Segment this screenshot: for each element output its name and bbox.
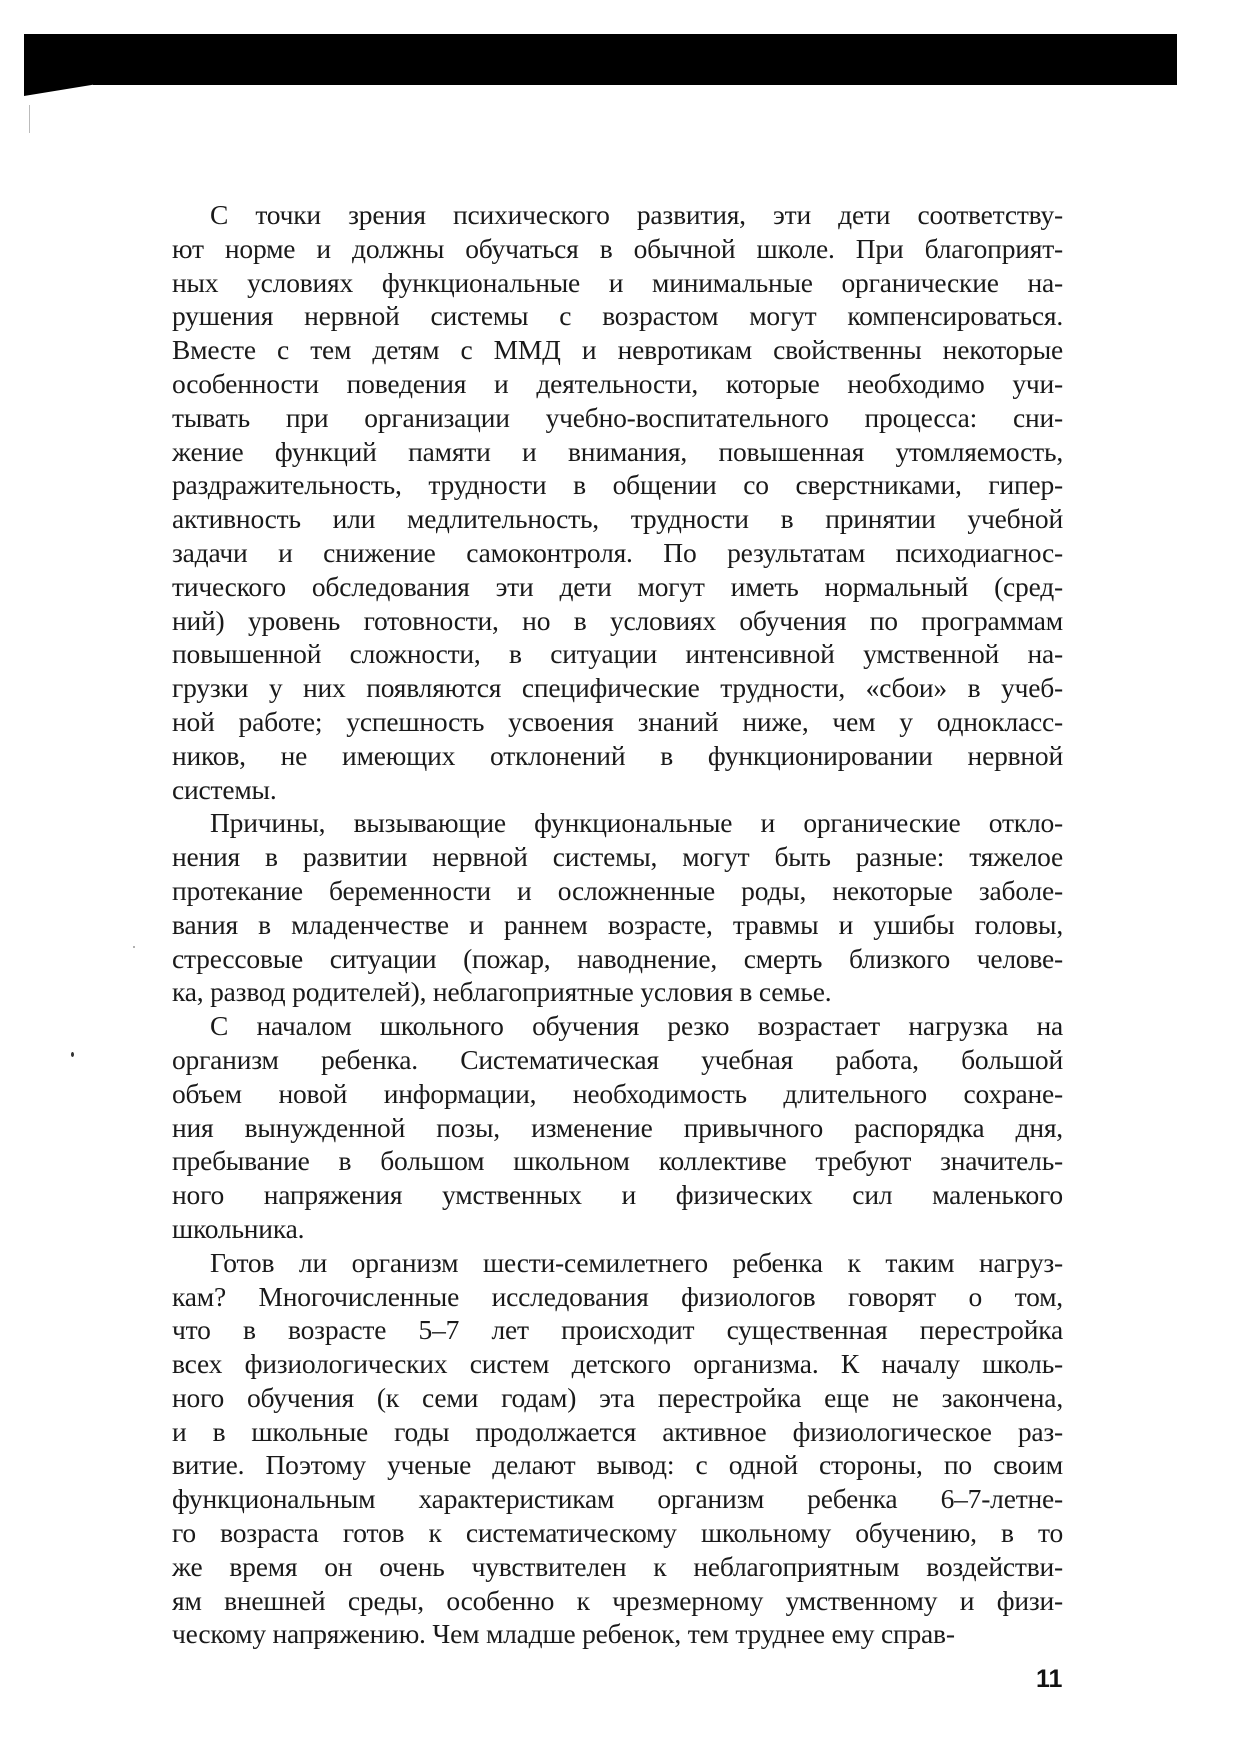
text-line: ют норме и должны обучаться в обычной школе. При благоприят- — [172, 232, 1063, 264]
text-line: школьника. — [172, 1212, 305, 1244]
text-line: всех физиологических систем детского организма. К началу школь- — [172, 1348, 1063, 1380]
text-line: Вместе с тем детям с ММД и невротикам свойственны некоторые — [172, 334, 1063, 366]
text-line: повышенной сложности, в ситуации интенсивной умственной на- — [172, 638, 1063, 670]
redaction-bar-edge — [24, 78, 134, 96]
text-line: С началом школьного обучения резко возрастает нагрузка на — [210, 1010, 1063, 1042]
text-line: организм ребенка. Систематическая учебная работа, большой — [172, 1043, 1063, 1075]
text-line: тывать при организации учебно-воспитательного процесса: сни- — [172, 401, 1063, 433]
text-line: ников, не имеющих отклонений в функционировании нервной — [172, 739, 1063, 771]
text-line: го возраста готов к систематическому школьному обучению, в то — [172, 1517, 1063, 1549]
text-line: ка, развод родителей), неблагоприятные условия в семье. — [172, 976, 832, 1008]
paragraph-4 — [172, 1246, 1063, 1652]
scan-speck — [71, 1052, 74, 1057]
scan-margin-mark — [29, 105, 30, 133]
text-line: ям внешней среды, особенно к чрезмерному умственному и физи- — [172, 1584, 1063, 1616]
paragraph-2 — [172, 806, 1063, 1009]
text-line: вания в младенчестве и раннем возрасте, травмы и ушибы головы, — [172, 908, 1063, 940]
text-line: активность или медлительность, трудности в принятии учебной — [172, 503, 1063, 535]
text-line: С точки зрения психического развития, эти дети соответству- — [210, 199, 1063, 230]
text-line: системы. — [172, 773, 277, 805]
text-line: особенности поведения и деятельности, которые необходимо учи- — [172, 367, 1063, 399]
text-line: витие. Поэтому ученые делают вывод: с одной стороны, по своим — [172, 1449, 1063, 1481]
scan-speck — [133, 946, 135, 948]
text-line: рушения нервной системы с возрастом могут компенсироваться. — [172, 300, 1063, 332]
text-line: ческому напряжению. Чем младше ребенок, тем труднее ему справ- — [172, 1618, 955, 1650]
text-line: протекание беременности и осложненные роды, некоторые заболе- — [172, 874, 1063, 906]
text-line: тического обследования эти дети могут иметь нормальный (сред- — [172, 570, 1063, 602]
text-line: ных условиях функциональные и минимальные органические на- — [172, 266, 1063, 298]
text-line: ной работе; успешность усвоения знаний ниже, чем у однокласс- — [172, 705, 1063, 737]
text-line: функциональным характеристикам организм ребенка 6–7-летне- — [172, 1483, 1063, 1515]
text-line: Готов ли организм шести-семилетнего ребенка к таким нагруз- — [210, 1246, 1063, 1278]
text-line: Причины, вызывающие функциональные и органические откло- — [210, 807, 1063, 839]
text-line: и в школьные годы продолжается активное физиологическое раз- — [172, 1415, 1063, 1447]
text-line: ного обучения (к семи годам) эта перестройка еще не закончена, — [172, 1381, 1063, 1413]
text-line: же время он очень чувствителен к неблагоприятным воздействи- — [172, 1550, 1063, 1582]
text-line: нения в развитии нервной системы, могут быть разные: тяжелое — [172, 841, 1063, 873]
text-line: задачи и снижение самоконтроля. По результатам психодиагнос- — [172, 536, 1063, 568]
page-body-text — [172, 198, 1063, 1651]
text-line: грузки у них появляются специфические трудности, «сбои» в учеб- — [172, 672, 1063, 704]
text-line: пребывание в большом школьном коллективе требуют значитель- — [172, 1145, 1063, 1177]
page-number: 11 — [1036, 1665, 1063, 1693]
text-line: ного напряжения умственных и физических сил маленького — [172, 1179, 1063, 1211]
text-line: объем новой информации, необходимость длительного сохране- — [172, 1077, 1063, 1109]
text-line: что в возрасте 5–7 лет происходит существенная перестройка — [172, 1314, 1063, 1346]
text-line: раздражительность, трудности в общении со сверстниками, гипер- — [172, 469, 1063, 501]
redaction-bar-left — [24, 34, 493, 82]
text-line: ния вынужденной позы, изменение привычного распорядка дня, — [172, 1111, 1063, 1143]
paragraph-1 — [172, 198, 1063, 806]
text-line: кам? Многочисленные исследования физиологов говорят о том, — [172, 1280, 1063, 1312]
text-line: ний) уровень готовности, но в условиях обучения по программам — [172, 604, 1063, 636]
paragraph-3 — [172, 1009, 1063, 1246]
text-line: жение функций памяти и внимания, повышенная утомляемость, — [172, 435, 1063, 467]
text-line: стрессовые ситуации (пожар, наводнение, смерть близкого челове- — [172, 942, 1063, 974]
